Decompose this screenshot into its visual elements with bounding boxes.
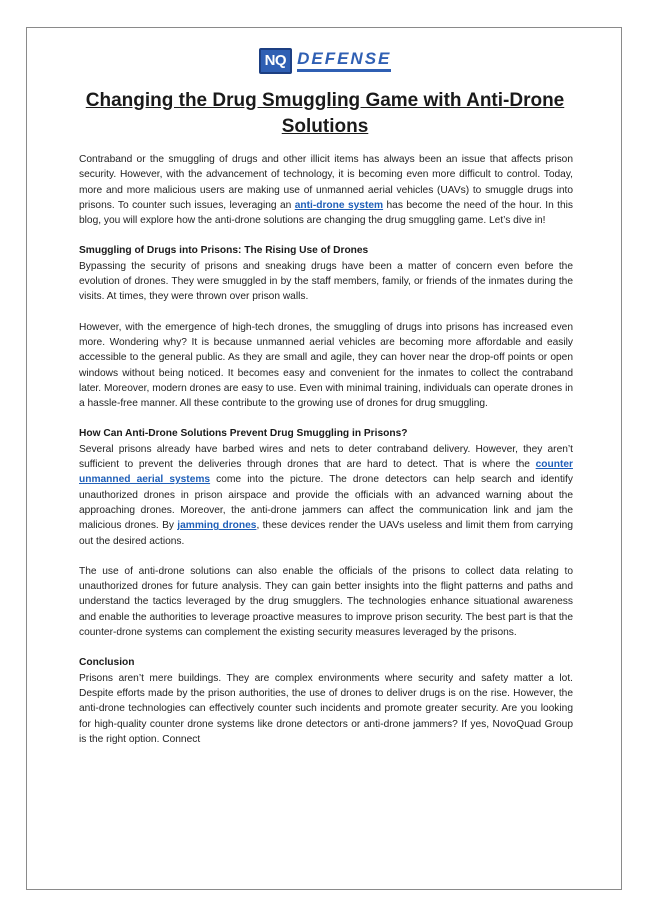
intro-text-1: Contraband or the smuggling of drugs and other illicit items has always been an issue that affects prison security. However, with the advancement of technology, it is becoming even more difficult to control. Today, more and more malicious users are making use of unmanned aerial vehicles (UAVs) to smuggle drugs into prisons. To counter such issues, leveraging an: [79, 154, 573, 211]
section2-paragraph-1: [79, 442, 573, 549]
conclusion-heading: Conclusion: [79, 657, 135, 669]
jamming-drones-link[interactable]: jamming drones: [177, 520, 257, 532]
article-body: [79, 152, 573, 747]
section1-paragraph-2: However, with the emergence of high-tech drones, the smuggling of drugs into prisons has increased even more. Wondering why? It is because unmanned aerial vehicles are becoming more affordable and easily accessible to the general public. As they are small and agile, they can hover near the drop-off points or open windows without being noticed. It becomes easy and convenient for the inmates to collect the contraband later. Moreover, modern drones are easy to use. Even with minimal training, individuals can operate drones in a hassle-free manner. All these contribute to the growing use of drones for drug smuggling.: [79, 321, 573, 410]
logo-mark: NQ: [259, 48, 293, 74]
intro-text-2: has become the need of the hour. In this blog, you will explore how the anti-drone solutions are changing the drug smuggling game. Let’s dive in!: [79, 199, 574, 227]
counter-uas-link[interactable]: counter unmanned aerial systems: [79, 459, 573, 486]
section1-heading: Smuggling of Drugs into Prisons: The Rising Use of Drones: [79, 245, 369, 257]
section2-heading: How Can Anti-Drone Solutions Prevent Drug Smuggling in Prisons?: [79, 428, 408, 440]
logo-text: DEFENSE: [297, 50, 391, 72]
section2-paragraph-2: The use of anti-drone solutions can also enable the officials of the prisons to collect data relating to unauthorized drones for future analysis. They can gain better insights into the flight patterns and paths and understand the tactics leveraged by the drug smugglers. The technologies enhance situational awareness and enable the authorities to leverage proactive measures to improve prison security. The best part is that the counter-drone systems can complement the existing security measures leveraged by the prisons.: [79, 565, 573, 639]
anti-drone-system-link[interactable]: anti-drone system: [294, 199, 384, 211]
section2-text-3: , these devices render the UAVs useless and limit them from carrying out the desired actions.: [79, 520, 573, 547]
intro-paragraph: [79, 152, 573, 228]
section2-text-1: Several prisons already have barbed wires and nets to deter contraband delivery. However, they aren’t sufficient to prevent the deliveries through drones that are hard to detect. That is where the: [79, 443, 573, 471]
page-title: Changing the Drug Smuggling Game with Anti-Drone Solutions: [85, 90, 565, 137]
conclusion-paragraph: Prisons aren’t mere buildings. They are complex environments where security and safety matter a lot. Despite efforts made by the prison authorities, the use of drones to deliver drugs is on the rise. However, the anti-drone technologies can effectively counter such incidents and promote greater security. Are you looking for high-quality counter drone systems like drone detectors or anti-drone jammers? If yes, NovoQuad Group is the right option. Connect: [79, 672, 573, 745]
brand-logo: [0, 48, 650, 74]
section1-paragraph-1: Bypassing the security of prisons and sneaking drugs have been a matter of concern even before the evolution of drones. They were smuggled in by the staff members, family, or friends of the inmates during the visits. At times, they were thrown over prison walls.: [79, 260, 573, 303]
section2-text-2: come into the picture. The drone detectors can help search and identify unauthorized drones in prison airspace and provide the officials with an advanced warning about the approaching drones. Moreover, the anti-drone jammers can affect the communication link and jam the malicious drones. By: [79, 474, 573, 532]
